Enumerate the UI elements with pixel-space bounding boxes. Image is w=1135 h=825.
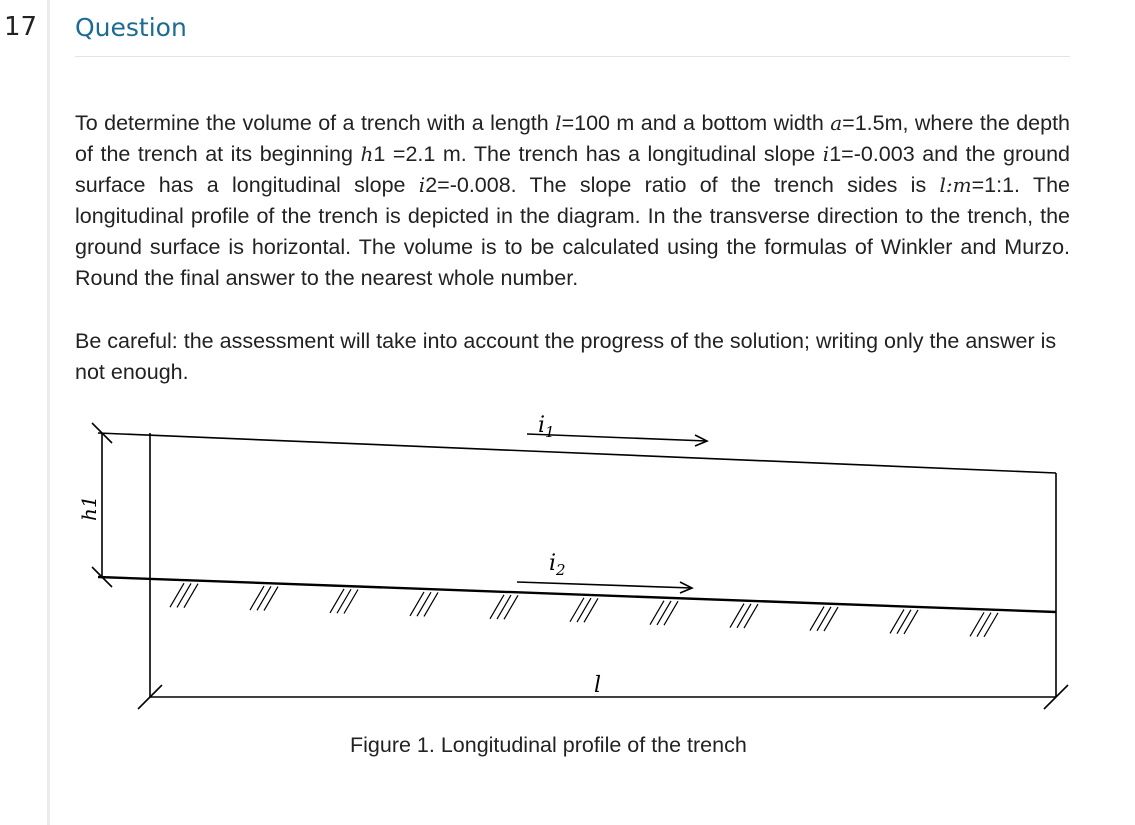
hatch-line	[344, 589, 358, 613]
hatch-line	[424, 592, 438, 616]
label-h1: h1	[77, 495, 101, 521]
hatch-line	[817, 607, 831, 631]
hatch-line	[184, 584, 198, 608]
hatch-line	[264, 587, 278, 611]
text-part: =1:1. The longitudinal profile of the trench is depicted in the diagram. In the transverse direction to the trench, the ground surface is horizontal. The volume is to be calculated using the formulas of Winkler and Murzo. Round the final answer to the nearest whole number.	[75, 173, 1070, 290]
hatch-line	[977, 613, 991, 637]
hatch-line	[657, 601, 671, 625]
hatch-line	[810, 607, 824, 631]
hatch-line	[410, 592, 424, 616]
question-number: 17	[4, 12, 38, 42]
hatch-line	[257, 586, 271, 610]
label-l: l	[594, 673, 602, 698]
hatch-line	[490, 595, 504, 619]
label-i2: $i_2$	[549, 551, 566, 579]
var-ratio: l:m	[939, 173, 972, 197]
hatch-line	[570, 598, 584, 622]
hatch-line	[330, 589, 344, 613]
text-part: 1 =2.1 m. The trench has a longitudinal slope	[373, 142, 823, 166]
hatch-line	[584, 598, 598, 622]
label-i1: $i_1$	[538, 413, 555, 441]
hatch-line	[170, 583, 184, 607]
text-part: =1.5m, where the depth of the trench at its beginning	[75, 111, 1071, 166]
text-part: 2=-0.008. The slope ratio of the trench sides is	[425, 173, 940, 197]
hatch-line	[984, 613, 998, 637]
hatch-line	[504, 595, 518, 619]
hatch-line	[890, 609, 904, 633]
hatch-line	[577, 598, 591, 622]
hatch-line	[824, 607, 838, 631]
hatch-line	[417, 592, 431, 616]
var-a: a	[830, 111, 843, 135]
text-part: 1=-0.003 and the ground surface has a longitudinal slope	[75, 142, 1070, 197]
hatch-line	[970, 612, 984, 636]
hatch-line	[177, 583, 191, 607]
hatch-line	[650, 601, 664, 625]
hatch-line	[250, 586, 264, 610]
text-part: To determine the volume of a trench with a length	[75, 111, 556, 135]
hatch-line	[664, 601, 678, 625]
trench-bottom-line	[98, 577, 1056, 612]
question-title: Question	[75, 13, 187, 42]
text-part: =100 m and a bottom width	[561, 111, 831, 135]
hatch-line	[737, 604, 751, 628]
figure-caption: Figure 1. Longitudinal profile of the trench	[350, 733, 747, 757]
var-l: l	[555, 111, 562, 135]
var-i2: i	[418, 173, 426, 197]
hatch-line	[897, 610, 911, 634]
hatch-line	[744, 604, 758, 628]
question-note: Be careful: the assessment will take into account the progress of the solution; writing only the answer is not enough.	[75, 329, 1057, 384]
var-h: h	[360, 142, 374, 166]
ground-surface-line	[98, 433, 1056, 473]
hatch-line	[497, 595, 511, 619]
hatch-line	[904, 610, 918, 634]
soil-hatching	[170, 583, 998, 637]
hatch-line	[730, 604, 744, 628]
var-i1: i	[822, 142, 830, 166]
hatch-line	[337, 589, 351, 613]
i2-arrow	[517, 582, 692, 588]
